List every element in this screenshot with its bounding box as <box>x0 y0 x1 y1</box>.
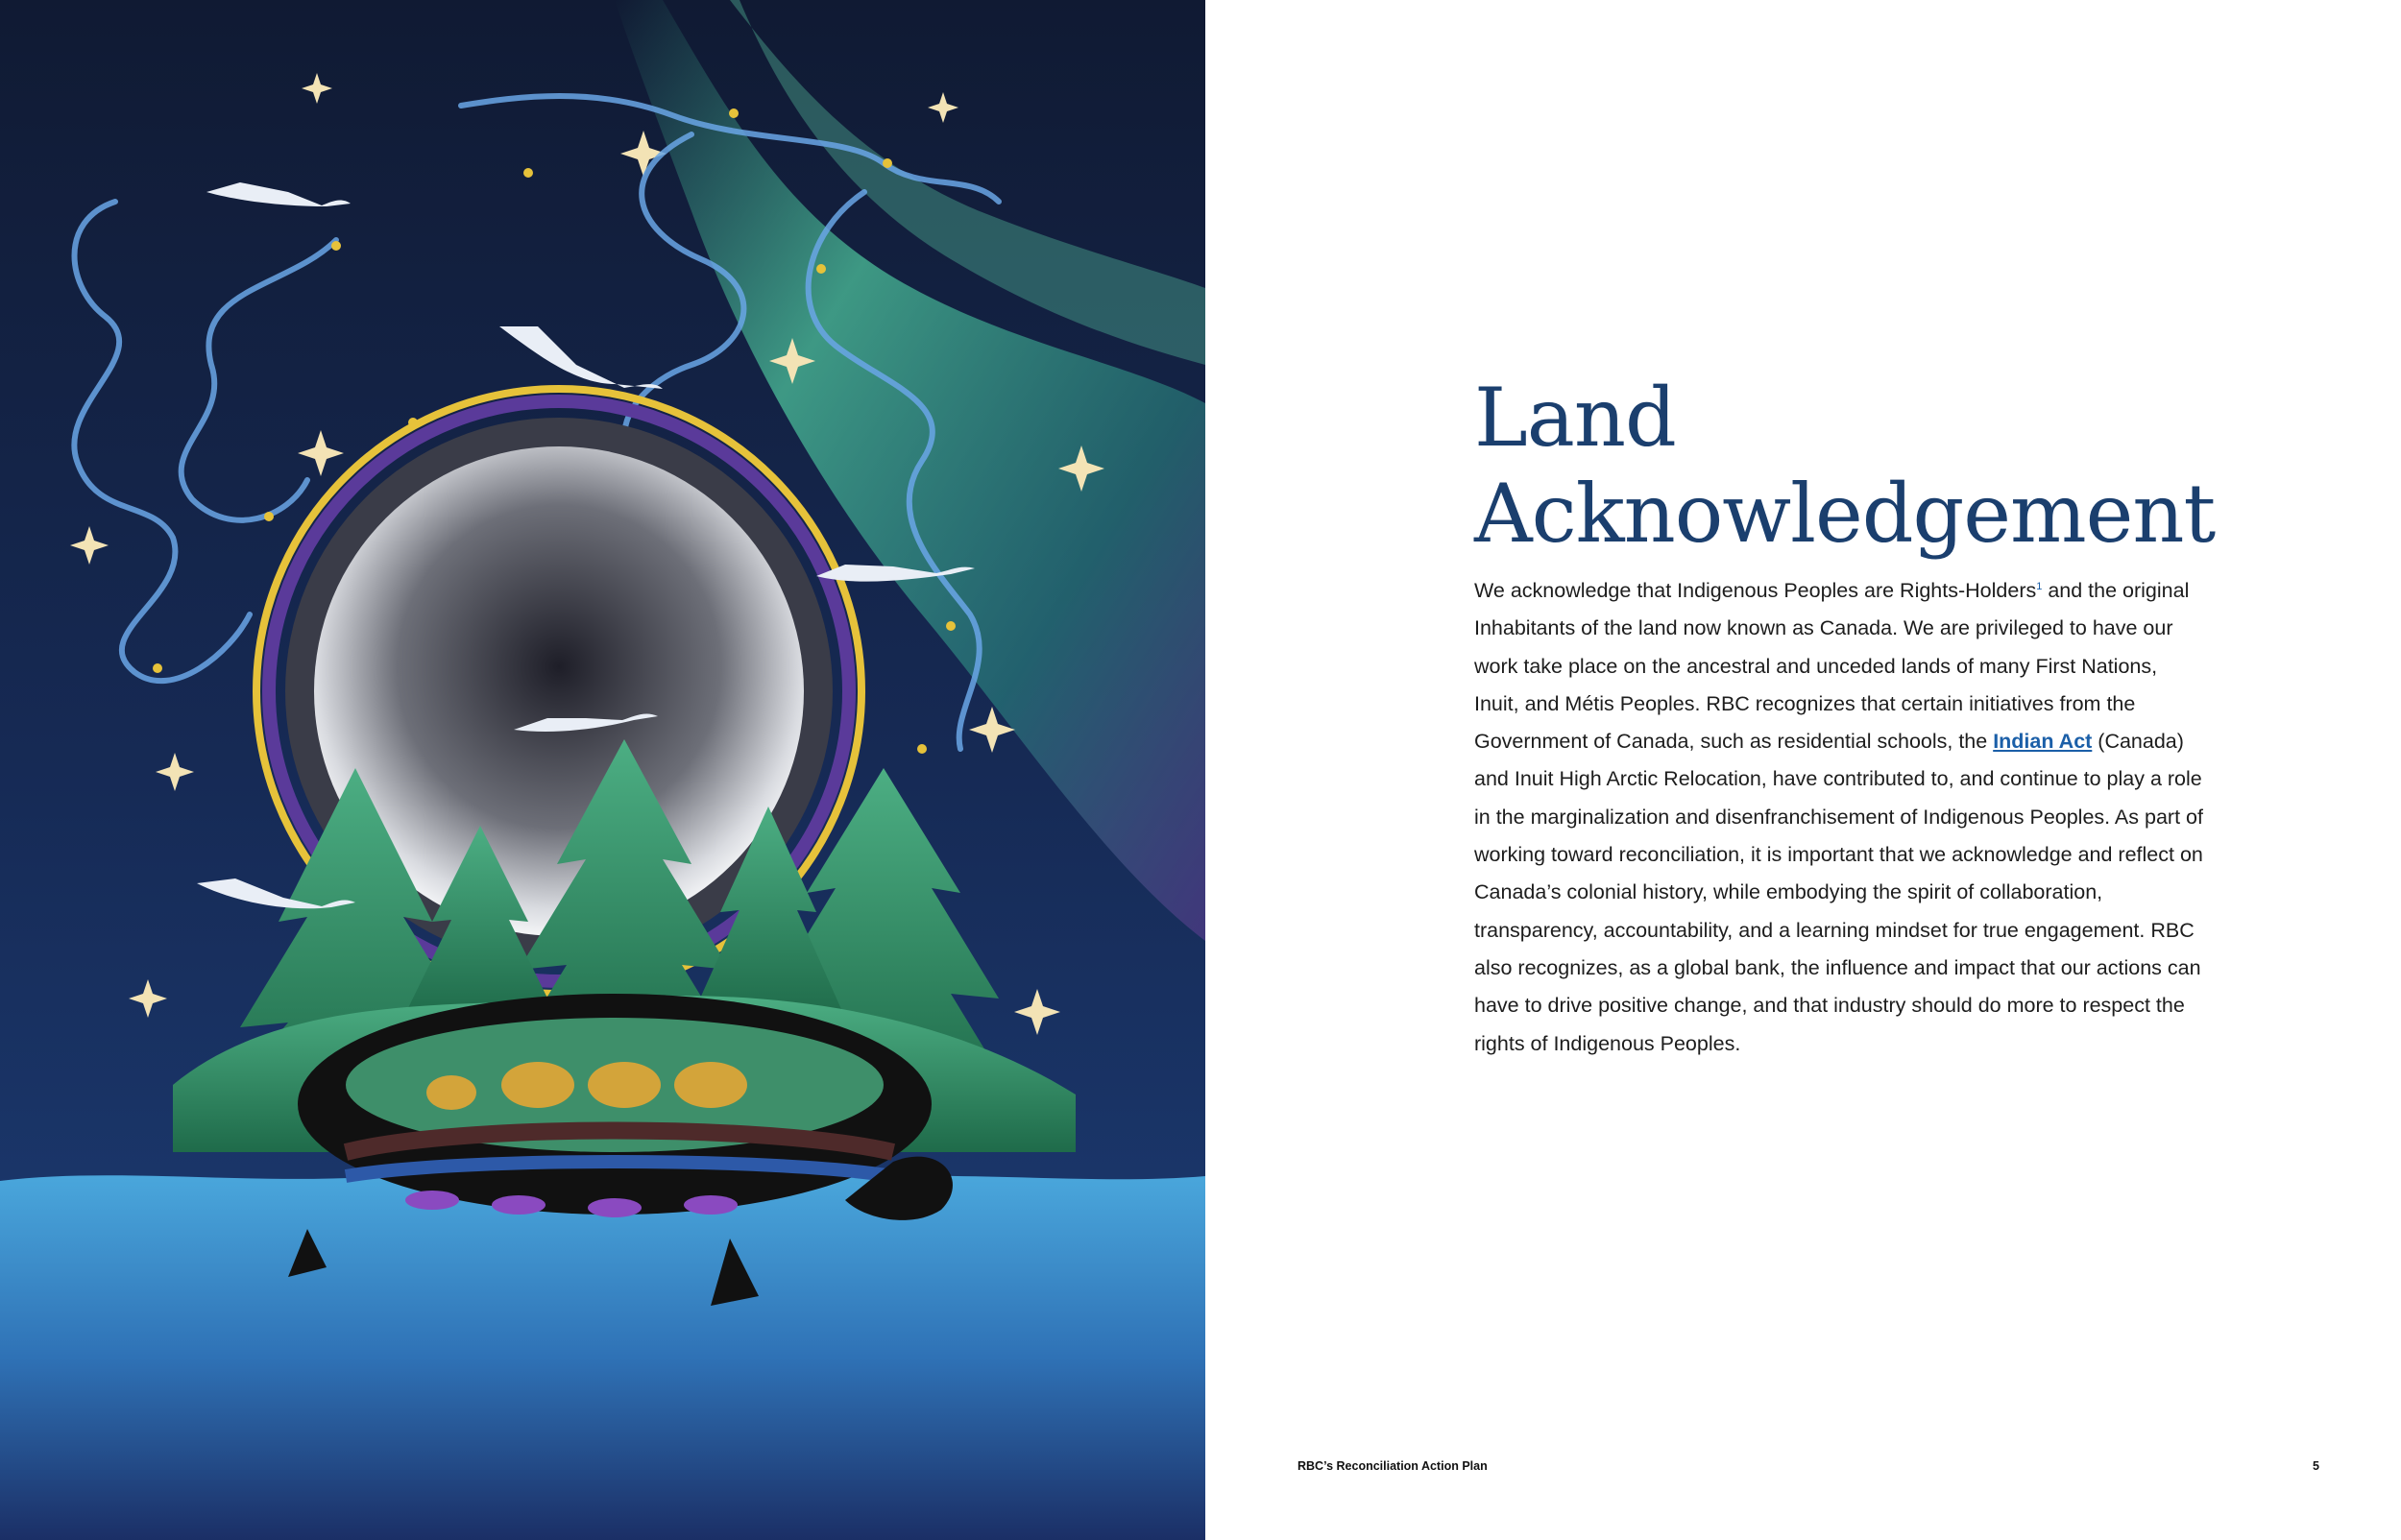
page-title-line-2: Acknowledgement <box>1474 467 2216 561</box>
paragraph-part-1: We acknowledge that Indigenous Peoples are Rights-Holders <box>1474 579 2037 602</box>
text-panel <box>1205 0 2401 1540</box>
page-title-line-1: Land <box>1474 371 1676 465</box>
indian-act-link[interactable]: Indian Act <box>1993 730 2093 754</box>
paragraph-part-2: and the original Inhabitants of the land now known as Canada. We are privileged to have our work take place on the ancestral and unceded lands of many First Nations, Inuit, and Métis Peoples. RBC recognizes that certain initiatives from the Government of Canada, such as residential schools, the <box>1474 579 2190 754</box>
land-acknowledgement-paragraph <box>1474 572 2204 1063</box>
page-title <box>1474 370 2319 562</box>
footnote-ref[interactable]: 1 <box>2036 580 2043 592</box>
page-number: 5 <box>2313 1459 2319 1473</box>
footer-document-name: RBC’s Reconciliation Action Plan <box>1298 1459 1488 1473</box>
paragraph-part-3: (Canada) and Inuit High Arctic Relocation, have contributed to, and continue to play a role in the marginalization and disenfranchisement of Indigenous Peoples. As part of working toward reconciliation, it is important that we acknowledge and reflect on Canada’s colonial history, while embodying the spirit of collaboration, transparency, accountability, and a learning mindset for true engagement. RBC also recognizes, as a global bank, the influence and impact that our actions can have to drive positive change, and that industry should do more to respect the rights of Indigenous Peoples. <box>1474 730 2203 1055</box>
